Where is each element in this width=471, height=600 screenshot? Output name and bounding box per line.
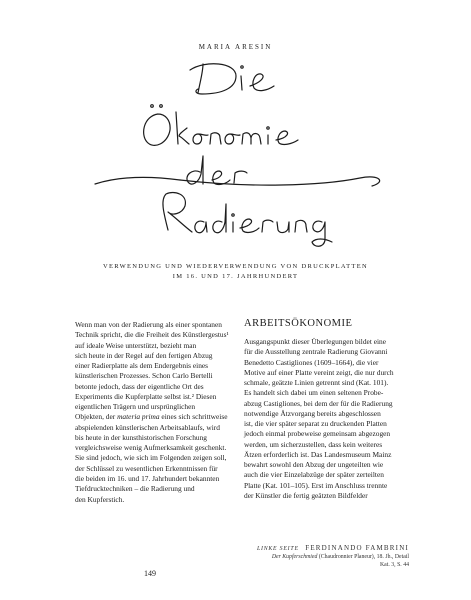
text-line: Ätzen erforderlich ist. Das Landesmuseum Mainz: [244, 449, 392, 459]
text-line: Technik spricht, die die Freiheit des Künstlergestus¹: [75, 330, 229, 340]
title-word-die: [190, 64, 274, 94]
text-line: betonte jedoch, dass der eigentliche Ort des: [75, 381, 204, 391]
subtitle-line: VERWENDUNG UND WIEDERVERWENDUNG VON DRUCKPLATTEN: [103, 263, 368, 270]
page-number: 149: [144, 569, 156, 578]
text-line: sich heute in der Regel auf den fertigen Abzug: [75, 350, 213, 360]
text-line: für die Ausstellung zentrale Radierung Giovanni: [244, 347, 388, 357]
text-line: schmale, geätzte Linien getrennt sind (Kat. 101).: [244, 378, 389, 388]
caption-tag: LINKE SEITE: [256, 546, 299, 552]
text-line: der Schlüssel zu wesentlichen Erkenntnissen für: [75, 463, 218, 473]
subtitle: [60, 262, 411, 282]
text-line: Benedetto Castigliones (1609–1664), die vier: [244, 357, 379, 367]
text-line: Motive auf einer Platte vereint zeigt, die nur durch: [244, 367, 394, 377]
caption-artist: FERDINANDO FAMBRINI: [305, 544, 409, 552]
title-word-radierung: [163, 193, 332, 247]
right-text-column: [244, 318, 404, 501]
text-line: Platte (Kat. 101–105). Erst im Anschluss trennte: [244, 480, 388, 490]
caption-reference: Kat. 3, S. 44: [380, 562, 409, 568]
text-line: die beiden im 16. und 17. Jahrhundert bekannten: [75, 473, 220, 483]
text-line: notwendige Ätzvorgang bereits abgeschlossen: [244, 408, 381, 418]
text-line: Wenn man von der Radierung als einer spontanen: [75, 320, 222, 329]
text-line: Experiments die Kupferplatte selbst ist.² Diesen: [75, 391, 217, 401]
text-line: Es handelt sich dabei um einen seltenen Probe-: [244, 388, 384, 398]
text-line: eigentlichen Trägern und ursprünglichen: [75, 402, 196, 412]
text-line: vergleichsweise wenig Aufmerksamkeit geschenkt.: [75, 443, 227, 453]
italic-term: materia prima: [117, 412, 160, 422]
text-line: abzug Castigliones, bei dem der für die Radierung: [244, 398, 393, 408]
text-line: Tiefdrucktechniken – die Radierung und: [75, 484, 195, 494]
right-column-body: [244, 337, 404, 501]
text-line: auf ideale Weise unterstützt, bezieht man: [75, 340, 197, 350]
section-heading: ARBEITSÖKONOMIE: [244, 318, 353, 329]
text-line: den Kupferstich.: [75, 494, 125, 504]
title-word-der: [95, 156, 380, 186]
text-line: jedoch einmal probeweise gemeinsam abgezogen: [244, 429, 391, 439]
handwritten-title-drawing: [0, 52, 471, 252]
text-line: einer Radierplatte als dem Endergebnis eines: [75, 361, 209, 371]
text-line: bewahrt sowohl den Abzug der ungeteilten wie: [244, 460, 384, 470]
text-line: Objekten, der materia prima eines sich schrittweise: [75, 412, 228, 422]
text-line: auch die vier Einzelabzüge der später zerteilten: [244, 470, 384, 480]
image-caption: [244, 544, 409, 569]
text-line: abspielenden künstlerischen Arbeitsablaufs, wird: [75, 422, 220, 432]
text-line: der Künstler die fertig geätzten Bildfelder: [244, 490, 368, 500]
text-line: ist, die vier später separat zu druckenden Platten: [244, 419, 387, 429]
subtitle-line: IM 16. UND 17. JAHRHUNDERT: [172, 273, 299, 280]
text-line: Sie sind jedoch, wie sich im Folgenden zeigen soll,: [75, 453, 227, 463]
caption-work-title: Der Kupferschmied: [271, 554, 318, 560]
text-line: werden, um sicherzustellen, dass kein weiteres: [244, 439, 383, 449]
left-text-column: [75, 320, 230, 505]
text-line: Ausgangspunkt dieser Überlegungen bildet eine: [244, 337, 387, 346]
handwritten-title: [0, 52, 471, 252]
title-word-oekonomie: [144, 105, 298, 146]
author-name: MARIA ARESIN: [198, 43, 273, 51]
text-line: bis heute in der kunsthistorischen Forschung: [75, 432, 207, 442]
text-line: künstlerischen Prozesses. Schon Carlo Bertelli: [75, 371, 213, 381]
caption-work-detail: (Chaudronnier Planeur), 18. Jh., Detail: [318, 554, 409, 560]
